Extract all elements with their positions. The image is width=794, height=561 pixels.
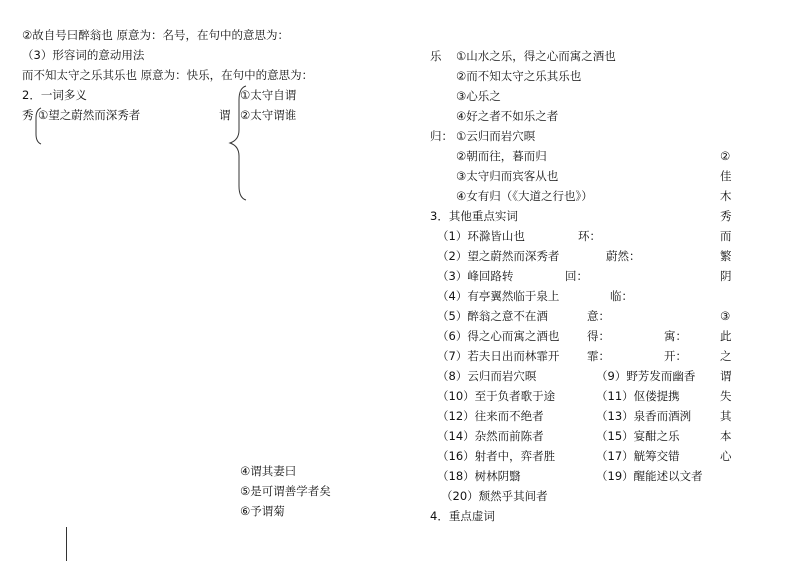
- margin-char: 木: [720, 189, 732, 203]
- gui-example-4: ④女有归（《大道之行也》）: [456, 189, 593, 203]
- xiu-example-1: ①望之蔚然而深秀者: [38, 108, 141, 122]
- margin-rule: [66, 527, 67, 561]
- shici-item-10: （10）至于负者歌于途: [437, 389, 556, 403]
- gui-example-1: ①云归而岩穴暝: [456, 129, 536, 143]
- shici-item-16: （16）射者中，弈者胜: [437, 449, 556, 463]
- shici-item-11: （11）伛偻提携: [596, 389, 680, 403]
- shici-item-6: （6）得之心而寓之酒也: [437, 329, 560, 343]
- shici-item-15: （15）宴酣之乐: [596, 429, 680, 443]
- le-example-1: ①山水之乐，得之心而寓之酒也: [456, 49, 616, 63]
- le-example-4: ④好之者不如乐之者: [456, 109, 559, 123]
- shici-item-7: （7）若夫日出而林霏开: [437, 349, 560, 363]
- gui-example-2: ②朝而往，暮而归: [456, 149, 547, 163]
- shici-item-3: （3）峰回路转: [437, 269, 514, 283]
- text-line-yidong-heading: （3）形容词的意动用法: [22, 48, 145, 62]
- shici-item-4: （4）有亭翼然临于泉上: [437, 289, 560, 303]
- margin-char: 佳: [720, 169, 732, 183]
- section-heading-yici-duoyi: 2．一词多义: [22, 88, 87, 102]
- shici-item-13: （13）泉香而酒洌: [596, 409, 692, 423]
- margin-char: 繁: [720, 249, 732, 263]
- margin-char: 秀: [720, 209, 732, 223]
- margin-char: 之: [720, 349, 732, 363]
- margin-char: 谓: [720, 369, 732, 383]
- margin-char: 失: [720, 389, 732, 403]
- section-heading-xuci: 4．重点虚词: [430, 509, 495, 523]
- margin-char: ③: [720, 309, 731, 323]
- margin-char: 此: [720, 329, 732, 343]
- shici-blank-2: 蔚然：: [606, 249, 641, 263]
- margin-char: 心: [720, 449, 732, 463]
- shici-blank-7b: 开：: [664, 349, 687, 363]
- text-line-hao: ②故自号曰醉翁也 原意为：名号，在句中的意思为：: [22, 28, 289, 42]
- wei-example-2: ②太守谓谁: [240, 108, 297, 122]
- shici-item-1: （1）环滁皆山也: [437, 229, 525, 243]
- shici-blank-3: 回：: [565, 269, 588, 283]
- section-heading-shici: 3．其他重点实词: [430, 209, 518, 223]
- xiu-brace: [34, 108, 44, 144]
- wei-brace: [227, 86, 249, 200]
- margin-char: 阴: [720, 269, 732, 283]
- shici-blank-5: 意：: [587, 309, 610, 323]
- shici-blank-1: 环：: [578, 229, 601, 243]
- word-gui: 归：: [430, 129, 453, 143]
- shici-item-9: （9）野芳发而幽香: [596, 369, 696, 383]
- shici-item-5: （5）醉翁之意不在酒: [437, 309, 548, 323]
- le-example-3: ③心乐之: [456, 89, 501, 103]
- margin-char: ②: [720, 149, 731, 163]
- word-wei: 谓: [219, 108, 231, 122]
- shici-item-12: （12）往来而不绝者: [437, 409, 544, 423]
- word-le: 乐: [430, 49, 442, 63]
- wei-example-6: ⑥予谓菊: [240, 504, 285, 518]
- wei-example-1: ①太守自谓: [240, 88, 297, 102]
- shici-blank-6a: 得：: [587, 329, 610, 343]
- shici-item-17: （17）觥筹交错: [596, 449, 680, 463]
- word-xiu: 秀: [22, 108, 34, 122]
- shici-item-19: （19）醒能述以文者: [596, 469, 703, 483]
- shici-blank-7a: 霏：: [587, 349, 610, 363]
- shici-item-8: （8）云归而岩穴暝: [437, 369, 537, 383]
- shici-blank-6b: 寓：: [664, 329, 687, 343]
- margin-char: 本: [720, 429, 732, 443]
- margin-char: 而: [720, 229, 732, 243]
- wei-example-5: ⑤是可谓善学者矣: [240, 484, 331, 498]
- text-line-le-meaning: 而不知太守之乐其乐也 原意为：快乐，在句中的意思为：: [22, 68, 314, 82]
- wei-example-4: ④谓其妻曰: [240, 464, 297, 478]
- margin-char: 其: [720, 409, 732, 423]
- shici-item-2: （2）望之蔚然而深秀者: [437, 249, 560, 263]
- shici-blank-4: 临：: [610, 289, 633, 303]
- shici-item-20: （20）颓然乎其间者: [441, 489, 548, 503]
- shici-item-18: （18）树林阴翳: [437, 469, 521, 483]
- gui-example-3: ③太守归而宾客从也: [456, 169, 559, 183]
- shici-item-14: （14）杂然而前陈者: [437, 429, 544, 443]
- le-example-2: ②而不知太守之乐其乐也: [456, 69, 582, 83]
